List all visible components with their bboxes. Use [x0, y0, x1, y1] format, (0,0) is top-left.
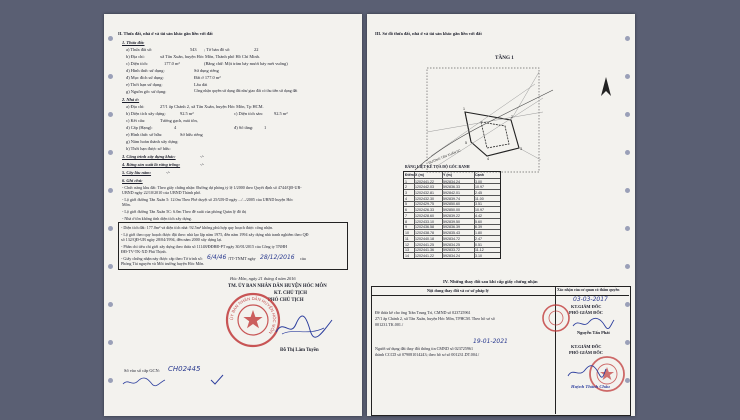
note-line: - Lộ giới đường Tân Xuân 5C: 6.0m Theo đề xuất của phòng Quản lý đô thị — [122, 209, 247, 214]
confirm-title: KT.GIÁM ĐỐC — [571, 304, 602, 309]
use-term-value: Lâu dài — [194, 82, 208, 87]
coords-cell: 1202442.03 — [415, 185, 434, 190]
floors-label: đ) Số tầng: — [234, 125, 254, 130]
coords-cell: 3.10 — [475, 254, 482, 259]
coords-cell: 1202441.25 — [415, 242, 434, 247]
coords-cell: 1202429.75 — [415, 202, 434, 207]
origin-label: g) Nguồn gốc sử dụng: — [126, 89, 167, 94]
authority-line-1: TM. ỦY BAN NHÂN DÂN HUYỆN HÓC MÔN — [228, 284, 327, 289]
note-line: Môn. — [122, 202, 131, 207]
coords-cell: 0.51 — [475, 242, 482, 247]
signature-scribble — [274, 314, 334, 340]
confirm-signer: Nguyễn Tấn Phát — [577, 330, 610, 335]
coords-cell: 1202441.22 — [415, 254, 434, 259]
section-title: II. Thửa đất, nhà ở và tài sản khác gắn liền với đất — [118, 31, 213, 36]
coords-cell: 1202441.22 — [415, 179, 434, 184]
use-purpose-value: Đất ở 177.0 m² — [194, 75, 221, 80]
coords-header-cell: Cạnh — [475, 172, 484, 177]
ownership-label: e) Hình thức sở hữu: — [126, 132, 163, 137]
coords-cell: 3.00 — [475, 179, 482, 184]
coords-cell: 592833.72 — [443, 248, 460, 253]
forest-header: 4. Rừng sản xuất là rừng trồng: — [122, 162, 181, 167]
perennial-value: -/- — [166, 170, 171, 175]
signer-name: Đỗ Thị Lâm Tuyền — [280, 348, 319, 353]
change-entry-text: thành CCCD số 079081014243; theo hồ sơ số 001231.DT.004./ — [375, 352, 480, 357]
change-entry-text: 001231.TK.001./ — [375, 322, 404, 327]
coords-cell: 10.97 — [475, 208, 484, 213]
note-line: số 132/QĐ-UB ngày 28/04/1994, đến năm 2000 xây dựng lại. — [121, 237, 223, 242]
coords-table-title: BẢNG LIỆT KÊ TỌA ĐỘ GÓC RANH — [405, 165, 470, 169]
house-header: 2. Nhà ở: — [122, 97, 140, 102]
note-line: - Giấy chứng nhận này được cấp theo Tờ trình số: — [121, 256, 203, 261]
coords-cell: 1202438.78 — [415, 231, 434, 236]
coords-header-cell: Y (m) — [443, 172, 452, 177]
coords-cell: 1 — [405, 179, 407, 184]
registry-scribble — [122, 376, 166, 388]
map-sheet-label: ; Tờ bản đồ số: — [204, 47, 231, 52]
changes-col-confirm: Xác nhận của cơ quan có thẩm quyền — [557, 288, 620, 292]
handwritten-submission-date: 28/12/2016 — [260, 254, 295, 261]
coords-cell: 592834.24 — [443, 254, 460, 259]
signature-scribble — [567, 364, 607, 380]
coords-cell: 592836.33 — [443, 185, 460, 190]
coords-cell: 2.45 — [475, 190, 482, 195]
grade-value: 4 — [174, 125, 177, 130]
registration-label: Số vào sổ cấp GCN: — [124, 368, 160, 373]
coords-cell: 1202432.81 — [415, 190, 434, 195]
floors-value: 1 — [264, 125, 267, 130]
svg-text:3: 3 — [520, 147, 522, 151]
coords-cell: 592839.50 — [443, 219, 460, 224]
coords-cell: 4.42 — [475, 213, 482, 218]
ownership-value: Sở hữu riêng — [180, 132, 203, 137]
coords-cell: 1202433.10 — [415, 219, 434, 224]
other-works-header: 3. Công trình xây dựng khác: — [122, 154, 176, 159]
coords-header-cell: X (m) — [415, 172, 424, 177]
other-works-value: -/- — [200, 154, 205, 159]
authority-line-3: PHÓ CHỦ TỊCH — [268, 298, 304, 303]
section-title: III. Sơ đồ thửa đất, nhà ở và tài sản khác gắn liền với đất — [375, 31, 482, 36]
place-and-date: Hóc Môn, ngày 21 tháng 4 năm 2016 — [230, 276, 296, 281]
coords-cell: 592839.22 — [443, 213, 460, 218]
house-address-label: a) Địa chỉ: — [126, 104, 145, 109]
note-line: /TT-TNMT ngày — [228, 256, 256, 261]
coords-cell: 1202432.30 — [415, 196, 434, 201]
official-red-seal — [541, 303, 571, 333]
coords-cell: 592836.39 — [443, 225, 460, 230]
coords-cell: 592850.00 — [443, 208, 460, 213]
signature-scribble — [571, 316, 615, 330]
coords-cell: 592842.01 — [443, 190, 460, 195]
note-line: - Nhà ở tồn không tính diện tích xây dựng. — [122, 216, 192, 221]
street-label: ĐƯỜNG TÂN XUÂN 5C — [427, 148, 462, 165]
forest-value: -/- — [200, 162, 205, 167]
coords-cell: 3.51 — [475, 202, 482, 207]
confirm-signer: Huỳnh Thành Châu — [571, 384, 610, 389]
coords-cell: 2 — [405, 185, 407, 190]
coords-cell: 2.47 — [475, 236, 482, 241]
structure-value: Tường gạch, mái tôn, — [160, 118, 198, 123]
coords-cell: 10.97 — [475, 185, 484, 190]
floor-area-value: 92.5 m² — [274, 111, 288, 116]
origin-value: Công nhận quyền sử dụng đất như giao đất có thu tiền sử dụng đất — [194, 89, 298, 93]
confirm-title: PHÓ GIÁM ĐỐC — [569, 350, 603, 355]
coords-cell: 1202426.33 — [415, 208, 434, 213]
note-line: của — [300, 256, 306, 261]
coords-cell: 1202428.60 — [415, 213, 434, 218]
note-line: ĐĐ-TV-TK-XD Phú Thịnh. — [121, 249, 167, 254]
perennial-header: 5. Cây lâu năm: — [122, 170, 152, 175]
parcel-label: a) Thửa đất số: — [126, 47, 153, 52]
note-line: - Phần chỉ tiêu chỉ giới xây dựng theo thửa số 11148/ĐĐBĐ-PT ngày 30/01/2015 của Công ty TNHH — [121, 244, 288, 249]
grade-label: d) Cấp (Hạng): — [126, 125, 153, 130]
map-sheet-value: 22 — [254, 47, 259, 52]
coords-cell: 592834.24 — [443, 179, 460, 184]
svg-text:4: 4 — [487, 157, 489, 161]
floor-label: TẦNG 1 — [495, 55, 514, 61]
coords-cell: 6.39 — [475, 225, 482, 230]
parcel-value: 543 — [190, 47, 197, 52]
coords-cell: 12 — [405, 242, 409, 247]
note-line: - Lộ giới đường Tân Xuân 5: 12.0m Theo Phê duyệt số 25/UB-D ngày .../.../2005 của UBND huyện Hóc — [122, 197, 294, 202]
note-line: - Chức năng khu đất: Theo giấy chứng nhận: Đường dự phòng tỷ lệ 1/2000 theo Quyết định số 4744/QĐ-UB- — [122, 185, 302, 190]
ownership-term-label: h) Thời hạn được sở hữu: — [126, 146, 171, 151]
note-line: Phòng Tài nguyên và Môi trường huyện Hóc Môn. — [121, 261, 205, 266]
certificate-page-left — [104, 14, 362, 416]
svg-text:5: 5 — [465, 141, 467, 145]
coords-cell: 11 — [405, 236, 409, 241]
seal-text: ỦY BAN NHÂN DÂN HUYỆN HÓC MÔN — [228, 295, 278, 335]
coords-cell: 6 — [405, 208, 407, 213]
coords-cell: 3 — [405, 190, 407, 195]
coords-cell: 1202440.18 — [415, 236, 434, 241]
note-line: - Lộ giới theo quy hoạch được đặt theo: nhà lạo lập năm 1975, đến năm 1994 xây dựng nhà tranh nghiêm theo QĐ — [121, 232, 309, 237]
svg-text:2: 2 — [511, 115, 513, 119]
coords-row — [404, 252, 500, 259]
registry-check-mark — [210, 374, 224, 386]
coords-cell: 592834.25 — [443, 242, 460, 247]
use-purpose-label: đ) Mục đích sử dụng: — [126, 75, 164, 80]
note-line: UBND ngày 22/10/2010 của UBND Thành phố. — [122, 190, 202, 195]
registration-number: CH02445 — [168, 365, 201, 373]
change-entry-text: Người sử dụng đất thay đổi thông tin CMND số 023725961 — [375, 346, 474, 351]
binding-holes — [107, 14, 115, 416]
land-header: 1. Thửa đất: — [122, 40, 145, 45]
area-words: (Bằng chữ: Một trăm bảy mươi bảy mét vuông) — [204, 61, 288, 66]
change-entry-date: 19-01-2021 — [473, 338, 508, 345]
completion-year-label: g) Năm hoàn thành xây dựng: — [126, 139, 179, 144]
handwritten-submission-number: 6/4/46 — [207, 254, 227, 261]
notes-header: 6. Ghi chú: — [122, 178, 143, 183]
floor-area-label: c) Diện tích sàn: — [234, 111, 263, 116]
changes-title: IV. Những thay đổi sau khi cấp giấy chứng nhận — [443, 279, 538, 284]
coords-cell: 7 — [405, 213, 407, 218]
coords-cell: 5.60 — [475, 219, 482, 224]
address-label: b) Địa chỉ: — [126, 54, 145, 59]
svg-text:1: 1 — [463, 107, 465, 111]
change-entry-text: Đề thừa kế cho ông Trần Trung Trí, CMND số 023725961 — [375, 310, 471, 315]
coords-cell: 1202441.36 — [415, 248, 434, 253]
change-entry-date: 03-03-2017 — [573, 296, 608, 303]
address-value: xã Tân Xuân, huyện Hóc Môn, Thành phố Hồ Chí Minh. — [160, 54, 260, 59]
authority-line-2: KT. CHỦ TỊCH — [274, 291, 308, 296]
coords-cell: 1202436.58 — [415, 225, 434, 230]
confirm-title: PHÓ GIÁM ĐỐC — [569, 310, 603, 315]
coords-cell: 592839.74 — [443, 196, 460, 201]
house-address-value: 27/1 ấp Chánh 2, xã Tân Xuân, huyện Hóc Môn, Tp HCM. — [160, 104, 264, 109]
change-entry-text: 27/1 ấp Chánh 2, xã Tân Xuân, huyện Hóc Môn, TPHCM. Theo hồ sơ số — [375, 316, 495, 321]
coords-cell: 592834.72 — [443, 236, 460, 241]
coords-cell: 11.00 — [475, 196, 484, 201]
coords-cell: 10 — [405, 231, 409, 236]
coords-cell: 8 — [405, 219, 407, 224]
area-value: 177.0 m² — [164, 61, 180, 66]
use-form-label: d) Hình thức sử dụng: — [126, 68, 165, 73]
changes-col-content: Nội dung thay đổi và cơ sở pháp lý — [427, 288, 489, 293]
area-label: c) Diện tích: — [126, 61, 148, 66]
coords-cell: 592835.43 — [443, 231, 460, 236]
build-area-label: b) Diện tích xây dựng: — [126, 111, 166, 116]
use-form-value: Sử dụng riêng — [194, 68, 219, 73]
coords-cell: 13 — [405, 248, 409, 253]
coords-header-cell: Điểm — [405, 172, 414, 177]
note-line: - Diện tích đất: 177.0m² và diện tích nhà: 92.5m² không phù hợp quy hoạch được công nhận. — [121, 225, 274, 230]
certificate-page-right — [367, 14, 635, 416]
coords-cell: 5 — [405, 202, 407, 207]
coords-cell: 4 — [405, 196, 407, 201]
coords-cell: 1.80 — [475, 231, 482, 236]
confirm-title: KT.GIÁM ĐỐC — [571, 344, 602, 349]
parcel-site-plan — [407, 60, 557, 180]
coords-cell: 9 — [405, 225, 407, 230]
north-arrow-icon — [599, 76, 613, 98]
coords-table — [403, 171, 501, 259]
coords-cell: 592850.60 — [443, 202, 460, 207]
coords-cell: 11.12 — [475, 248, 484, 253]
structure-label: c) Kết cấu: — [126, 118, 146, 123]
build-area-value: 92.5 m² — [180, 111, 194, 116]
use-term-label: e) Thời hạn sử dụng: — [126, 82, 163, 87]
coords-cell: 14 — [405, 254, 409, 259]
